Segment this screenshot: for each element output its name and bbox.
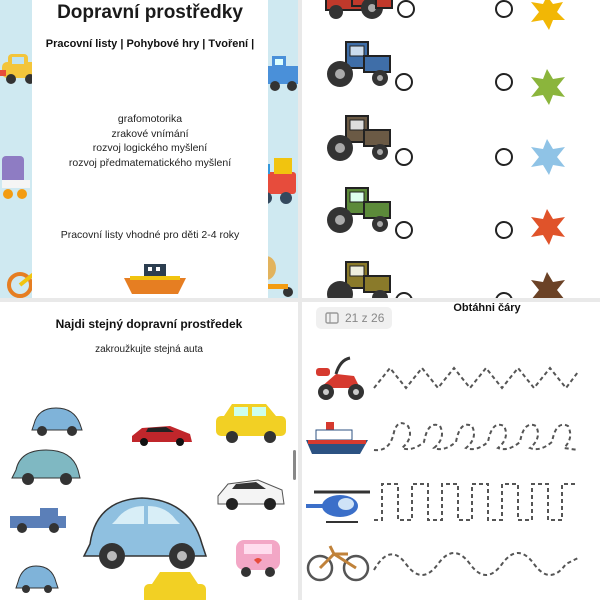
- green-tractor-icon: [327, 188, 390, 233]
- splash-answer-circle[interactable]: [495, 73, 513, 91]
- boat-icon: [120, 262, 190, 298]
- orange-splash-icon: [531, 209, 565, 245]
- blue-beetle-car-icon: [16, 566, 58, 593]
- vehicles-grid: [0, 302, 298, 600]
- blue-truck-icon: [266, 52, 298, 102]
- page-title: Dopravní prostředky: [57, 2, 243, 23]
- blue-pickup-truck-icon: [10, 508, 66, 533]
- splash-answer-circle[interactable]: [495, 0, 513, 18]
- bicycle-icon: [308, 546, 368, 580]
- tractor-answer-circle[interactable]: [395, 148, 413, 166]
- find-title: Najdi stejný dopravní prostředek: [55, 317, 243, 331]
- splash-answer-circle[interactable]: [495, 221, 513, 239]
- teal-beetle-car-icon: [12, 450, 80, 485]
- ship-icon: [306, 422, 368, 454]
- blue-tractor-icon: [327, 42, 390, 87]
- large-blue-beetle-car-icon: [84, 498, 206, 569]
- pink-car-icon: [236, 540, 280, 577]
- red-sports-car-icon: [132, 426, 192, 446]
- loop-trace-line: [374, 423, 578, 450]
- helicopter-icon: [306, 492, 370, 522]
- trace-lines-page: [302, 302, 600, 600]
- lightblue-splash-icon: [531, 139, 565, 175]
- tractor-answer-circle[interactable]: [395, 73, 413, 91]
- olive-tractor-icon: [327, 262, 390, 298]
- yellow-car-icon: [144, 572, 206, 600]
- cover-page: [0, 0, 298, 298]
- wave-trace-line: [374, 553, 578, 575]
- brown-tractor-icon: [327, 116, 390, 161]
- roller-skate-icon: [0, 150, 32, 206]
- red-tractor-icon: [326, 0, 392, 19]
- motorcycle-icon: [316, 358, 364, 400]
- find-subtitle: zakroužkujte stejná auta: [95, 344, 203, 355]
- tractor-column: [302, 0, 600, 298]
- splash-answer-circle[interactable]: [495, 148, 513, 166]
- tractor-answer-circle[interactable]: [395, 221, 413, 239]
- zigzag-trace-line: [374, 368, 578, 388]
- find-same-vehicle-page: [0, 302, 298, 600]
- skill-item: rozvoj předmatematického myšlení: [68, 156, 232, 169]
- white-sports-car-icon: [218, 480, 284, 510]
- yellow-splash-icon: [531, 0, 565, 30]
- skill-item: grafomotorika: [117, 113, 183, 125]
- yellow-car-icon: [216, 404, 286, 443]
- blue-beetle-car-icon: [32, 408, 82, 436]
- trace-rows: [302, 302, 600, 600]
- age-note: Pracovní listy vhodné pro děti 2-4 roky: [60, 229, 240, 241]
- square-wave-trace-line: [374, 484, 578, 520]
- tractor-answer-circle[interactable]: [397, 0, 415, 18]
- trace-title: Obtáhni čáry: [453, 302, 521, 314]
- green-splash-icon: [531, 69, 565, 105]
- skill-item: zrakové vnímání: [111, 127, 189, 140]
- cover-subtitle: Pracovní listy | Pohybové hry | Tvoření |: [45, 38, 255, 50]
- cover-content: [32, 0, 268, 298]
- color-matching-page: [302, 0, 600, 298]
- skill-item: rozvoj logického myšlení: [92, 142, 208, 154]
- page-indicator-text: 21 z 26: [345, 311, 385, 325]
- skills-list: [32, 112, 268, 170]
- brown-splash-icon: [531, 272, 565, 298]
